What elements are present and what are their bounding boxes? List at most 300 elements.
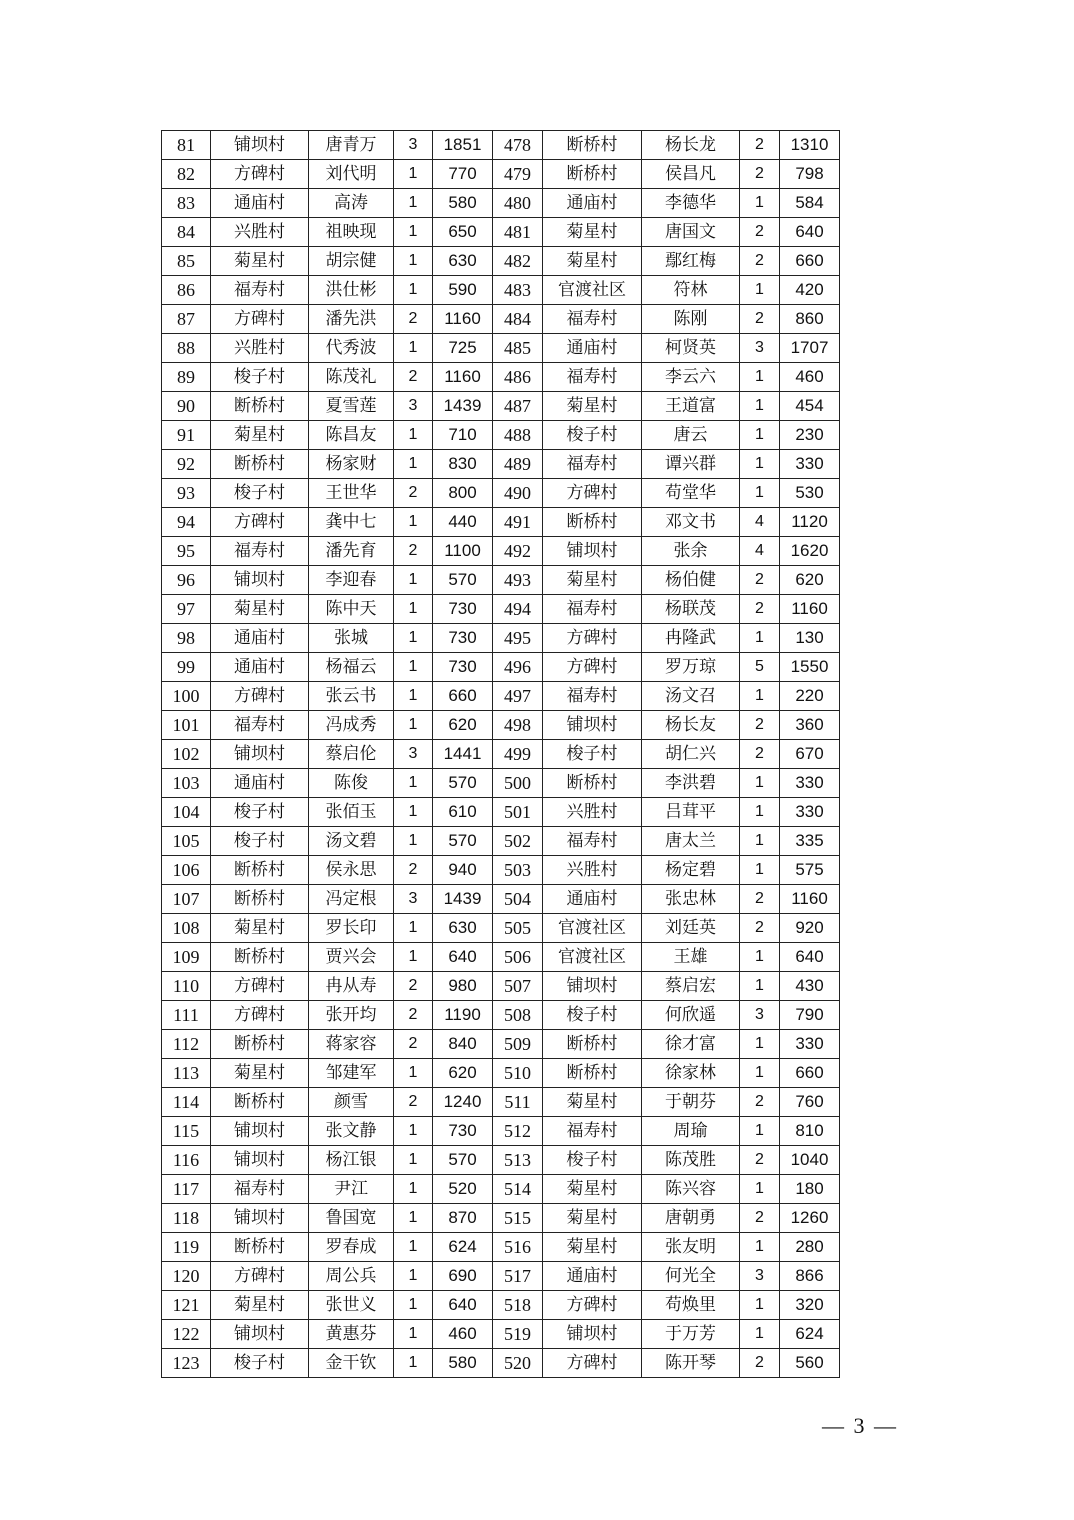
- serial-number-cell: 515: [493, 1204, 543, 1233]
- serial-number-cell: 114: [162, 1088, 211, 1117]
- household-count-cell: 1: [394, 1175, 433, 1204]
- amount-cell: 630: [433, 914, 493, 943]
- person-name-cell: 吕茸平: [642, 798, 740, 827]
- household-count-cell: 1: [740, 276, 780, 305]
- village-cell: 铺坝村: [211, 566, 309, 595]
- household-count-cell: 2: [394, 972, 433, 1001]
- household-count-cell: 2: [394, 305, 433, 334]
- person-name-cell: 罗万琼: [642, 653, 740, 682]
- serial-number-cell: 91: [162, 421, 211, 450]
- household-count-cell: 1: [394, 624, 433, 653]
- serial-number-cell: 511: [493, 1088, 543, 1117]
- village-cell: 菊星村: [543, 566, 642, 595]
- serial-number-cell: 479: [493, 160, 543, 189]
- person-name-cell: 蒋家容: [309, 1030, 394, 1059]
- table-row: [162, 972, 840, 1001]
- amount-cell: 920: [780, 914, 840, 943]
- roster-body: [162, 131, 840, 1378]
- household-count-cell: 1: [394, 566, 433, 595]
- amount-cell: 1100: [433, 537, 493, 566]
- serial-number-cell: 486: [493, 363, 543, 392]
- village-cell: 铺坝村: [211, 1117, 309, 1146]
- household-count-cell: 2: [394, 1030, 433, 1059]
- village-cell: 方碑村: [543, 624, 642, 653]
- amount-cell: 1160: [433, 305, 493, 334]
- household-count-cell: 1: [740, 798, 780, 827]
- village-cell: 通庙村: [211, 769, 309, 798]
- person-name-cell: 唐云: [642, 421, 740, 450]
- table-row: [162, 218, 840, 247]
- person-name-cell: 张文静: [309, 1117, 394, 1146]
- serial-number-cell: 478: [493, 131, 543, 160]
- serial-number-cell: 485: [493, 334, 543, 363]
- table-row: [162, 363, 840, 392]
- person-name-cell: 李云六: [642, 363, 740, 392]
- serial-number-cell: 487: [493, 392, 543, 421]
- household-count-cell: 4: [740, 508, 780, 537]
- amount-cell: 430: [780, 972, 840, 1001]
- household-count-cell: 4: [740, 537, 780, 566]
- village-cell: 方碑村: [211, 682, 309, 711]
- household-count-cell: 1: [740, 972, 780, 1001]
- household-count-cell: 2: [740, 711, 780, 740]
- serial-number-cell: 105: [162, 827, 211, 856]
- village-cell: 梭子村: [543, 1001, 642, 1030]
- household-count-cell: 2: [740, 740, 780, 769]
- serial-number-cell: 512: [493, 1117, 543, 1146]
- village-cell: 断桥村: [543, 769, 642, 798]
- amount-cell: 1120: [780, 508, 840, 537]
- village-cell: 菊星村: [211, 914, 309, 943]
- household-count-cell: 2: [394, 537, 433, 566]
- village-cell: 福寿村: [543, 682, 642, 711]
- household-count-cell: 3: [740, 334, 780, 363]
- person-name-cell: 张友明: [642, 1233, 740, 1262]
- amount-cell: 1550: [780, 653, 840, 682]
- amount-cell: 870: [433, 1204, 493, 1233]
- table-row: [162, 1349, 840, 1378]
- person-name-cell: 周瑜: [642, 1117, 740, 1146]
- table-row: [162, 711, 840, 740]
- amount-cell: 1707: [780, 334, 840, 363]
- table-row: [162, 392, 840, 421]
- amount-cell: 1160: [433, 363, 493, 392]
- amount-cell: 1439: [433, 885, 493, 914]
- table-row: [162, 160, 840, 189]
- person-name-cell: 杨江银: [309, 1146, 394, 1175]
- amount-cell: 575: [780, 856, 840, 885]
- household-count-cell: 1: [740, 856, 780, 885]
- amount-cell: 520: [433, 1175, 493, 1204]
- village-cell: 通庙村: [543, 189, 642, 218]
- village-cell: 菊星村: [211, 1291, 309, 1320]
- household-count-cell: 1: [394, 189, 433, 218]
- person-name-cell: 罗春成: [309, 1233, 394, 1262]
- village-cell: 菊星村: [211, 247, 309, 276]
- village-cell: 铺坝村: [543, 537, 642, 566]
- table-row: [162, 885, 840, 914]
- household-count-cell: 2: [394, 363, 433, 392]
- amount-cell: 725: [433, 334, 493, 363]
- person-name-cell: 张忠林: [642, 885, 740, 914]
- person-name-cell: 冯定根: [309, 885, 394, 914]
- household-count-cell: 1: [394, 1291, 433, 1320]
- amount-cell: 1160: [780, 595, 840, 624]
- village-cell: 菊星村: [543, 1233, 642, 1262]
- amount-cell: 1160: [780, 885, 840, 914]
- household-count-cell: 2: [740, 247, 780, 276]
- village-cell: 断桥村: [211, 1233, 309, 1262]
- village-cell: 福寿村: [543, 450, 642, 479]
- household-count-cell: 1: [394, 1059, 433, 1088]
- village-cell: 铺坝村: [543, 711, 642, 740]
- household-count-cell: 1: [394, 247, 433, 276]
- household-count-cell: 3: [394, 885, 433, 914]
- serial-number-cell: 98: [162, 624, 211, 653]
- person-name-cell: 颜雪: [309, 1088, 394, 1117]
- household-count-cell: 2: [740, 305, 780, 334]
- person-name-cell: 何光全: [642, 1262, 740, 1291]
- amount-cell: 570: [433, 769, 493, 798]
- amount-cell: 1040: [780, 1146, 840, 1175]
- person-name-cell: 陈中天: [309, 595, 394, 624]
- village-cell: 断桥村: [543, 1059, 642, 1088]
- serial-number-cell: 496: [493, 653, 543, 682]
- person-name-cell: 黄惠芬: [309, 1320, 394, 1349]
- amount-cell: 620: [780, 566, 840, 595]
- roster-table: [161, 130, 840, 1378]
- village-cell: 菊星村: [543, 218, 642, 247]
- amount-cell: 460: [433, 1320, 493, 1349]
- household-count-cell: 2: [740, 160, 780, 189]
- table-row: [162, 1001, 840, 1030]
- person-name-cell: 汤文碧: [309, 827, 394, 856]
- person-name-cell: 高涛: [309, 189, 394, 218]
- village-cell: 方碑村: [211, 972, 309, 1001]
- serial-number-cell: 112: [162, 1030, 211, 1059]
- serial-number-cell: 517: [493, 1262, 543, 1291]
- table-row: [162, 276, 840, 305]
- person-name-cell: 侯昌凡: [642, 160, 740, 189]
- amount-cell: 420: [780, 276, 840, 305]
- household-count-cell: 1: [740, 682, 780, 711]
- household-count-cell: 1: [394, 827, 433, 856]
- amount-cell: 730: [433, 653, 493, 682]
- person-name-cell: 汤文召: [642, 682, 740, 711]
- table-row: [162, 624, 840, 653]
- household-count-cell: 3: [394, 740, 433, 769]
- amount-cell: 220: [780, 682, 840, 711]
- village-cell: 菊星村: [543, 1204, 642, 1233]
- village-cell: 通庙村: [543, 334, 642, 363]
- amount-cell: 730: [433, 624, 493, 653]
- amount-cell: 730: [433, 595, 493, 624]
- table-row: [162, 421, 840, 450]
- table-row: [162, 334, 840, 363]
- person-name-cell: 张云书: [309, 682, 394, 711]
- amount-cell: 130: [780, 624, 840, 653]
- serial-number-cell: 481: [493, 218, 543, 247]
- person-name-cell: 胡宗健: [309, 247, 394, 276]
- serial-number-cell: 498: [493, 711, 543, 740]
- household-count-cell: 2: [740, 595, 780, 624]
- person-name-cell: 陈兴容: [642, 1175, 740, 1204]
- amount-cell: 580: [433, 1349, 493, 1378]
- table-row: [162, 479, 840, 508]
- person-name-cell: 代秀波: [309, 334, 394, 363]
- amount-cell: 330: [780, 450, 840, 479]
- serial-number-cell: 92: [162, 450, 211, 479]
- serial-number-cell: 513: [493, 1146, 543, 1175]
- household-count-cell: 1: [740, 421, 780, 450]
- household-count-cell: 3: [394, 131, 433, 160]
- person-name-cell: 陈茂礼: [309, 363, 394, 392]
- village-cell: 断桥村: [211, 392, 309, 421]
- person-name-cell: 杨定碧: [642, 856, 740, 885]
- household-count-cell: 2: [740, 1204, 780, 1233]
- person-name-cell: 张世义: [309, 1291, 394, 1320]
- amount-cell: 1441: [433, 740, 493, 769]
- amount-cell: 980: [433, 972, 493, 1001]
- amount-cell: 624: [433, 1233, 493, 1262]
- household-count-cell: 1: [394, 1349, 433, 1378]
- village-cell: 断桥村: [211, 885, 309, 914]
- serial-number-cell: 484: [493, 305, 543, 334]
- amount-cell: 584: [780, 189, 840, 218]
- table-row: [162, 566, 840, 595]
- village-cell: 官渡社区: [543, 943, 642, 972]
- table-row: [162, 450, 840, 479]
- village-cell: 通庙村: [211, 189, 309, 218]
- person-name-cell: 贾兴会: [309, 943, 394, 972]
- person-name-cell: 鲁国宽: [309, 1204, 394, 1233]
- table-row: [162, 943, 840, 972]
- person-name-cell: 于朝芬: [642, 1088, 740, 1117]
- village-cell: 福寿村: [543, 305, 642, 334]
- amount-cell: 810: [780, 1117, 840, 1146]
- table-row: [162, 740, 840, 769]
- serial-number-cell: 483: [493, 276, 543, 305]
- household-count-cell: 1: [740, 1117, 780, 1146]
- serial-number-cell: 111: [162, 1001, 211, 1030]
- amount-cell: 840: [433, 1030, 493, 1059]
- serial-number-cell: 115: [162, 1117, 211, 1146]
- table-row: [162, 1175, 840, 1204]
- household-count-cell: 1: [394, 682, 433, 711]
- serial-number-cell: 489: [493, 450, 543, 479]
- household-count-cell: 2: [740, 131, 780, 160]
- person-name-cell: 杨长龙: [642, 131, 740, 160]
- table-row: [162, 769, 840, 798]
- amount-cell: 940: [433, 856, 493, 885]
- village-cell: 福寿村: [211, 1175, 309, 1204]
- serial-number-cell: 113: [162, 1059, 211, 1088]
- village-cell: 方碑村: [211, 160, 309, 189]
- person-name-cell: 王世华: [309, 479, 394, 508]
- household-count-cell: 1: [740, 1030, 780, 1059]
- person-name-cell: 陈刚: [642, 305, 740, 334]
- amount-cell: 624: [780, 1320, 840, 1349]
- serial-number-cell: 116: [162, 1146, 211, 1175]
- household-count-cell: 1: [394, 508, 433, 537]
- village-cell: 断桥村: [543, 508, 642, 537]
- table-row: [162, 189, 840, 218]
- person-name-cell: 刘代明: [309, 160, 394, 189]
- household-count-cell: 2: [740, 1349, 780, 1378]
- amount-cell: 1310: [780, 131, 840, 160]
- household-count-cell: 1: [394, 1320, 433, 1349]
- person-name-cell: 洪仕彬: [309, 276, 394, 305]
- person-name-cell: 侯永思: [309, 856, 394, 885]
- serial-number-cell: 482: [493, 247, 543, 276]
- amount-cell: 640: [780, 218, 840, 247]
- serial-number-cell: 501: [493, 798, 543, 827]
- village-cell: 梭子村: [211, 1349, 309, 1378]
- table-row: [162, 827, 840, 856]
- village-cell: 方碑村: [211, 305, 309, 334]
- person-name-cell: 蔡启伦: [309, 740, 394, 769]
- household-count-cell: 1: [394, 276, 433, 305]
- village-cell: 方碑村: [211, 508, 309, 537]
- person-name-cell: 陈开琴: [642, 1349, 740, 1378]
- amount-cell: 590: [433, 276, 493, 305]
- amount-cell: 650: [433, 218, 493, 247]
- person-name-cell: 王雄: [642, 943, 740, 972]
- village-cell: 福寿村: [543, 595, 642, 624]
- amount-cell: 620: [433, 711, 493, 740]
- household-count-cell: 1: [740, 943, 780, 972]
- village-cell: 梭子村: [211, 827, 309, 856]
- person-name-cell: 符林: [642, 276, 740, 305]
- amount-cell: 330: [780, 769, 840, 798]
- amount-cell: 1190: [433, 1001, 493, 1030]
- household-count-cell: 1: [740, 450, 780, 479]
- person-name-cell: 苟堂华: [642, 479, 740, 508]
- amount-cell: 570: [433, 566, 493, 595]
- serial-number-cell: 117: [162, 1175, 211, 1204]
- serial-number-cell: 506: [493, 943, 543, 972]
- village-cell: 方碑村: [543, 479, 642, 508]
- amount-cell: 640: [780, 943, 840, 972]
- serial-number-cell: 503: [493, 856, 543, 885]
- person-name-cell: 杨联茂: [642, 595, 740, 624]
- person-name-cell: 徐家林: [642, 1059, 740, 1088]
- village-cell: 菊星村: [543, 392, 642, 421]
- page-number: — 3 —: [822, 1413, 898, 1438]
- person-name-cell: 唐太兰: [642, 827, 740, 856]
- serial-number-cell: 82: [162, 160, 211, 189]
- village-cell: 断桥村: [211, 1030, 309, 1059]
- table-row: [162, 798, 840, 827]
- amount-cell: 330: [780, 798, 840, 827]
- serial-number-cell: 88: [162, 334, 211, 363]
- amount-cell: 610: [433, 798, 493, 827]
- household-count-cell: 1: [394, 914, 433, 943]
- person-name-cell: 于万芳: [642, 1320, 740, 1349]
- person-name-cell: 刘廷英: [642, 914, 740, 943]
- person-name-cell: 邹建军: [309, 1059, 394, 1088]
- serial-number-cell: 118: [162, 1204, 211, 1233]
- person-name-cell: 张余: [642, 537, 740, 566]
- serial-number-cell: 510: [493, 1059, 543, 1088]
- village-cell: 菊星村: [211, 595, 309, 624]
- serial-number-cell: 86: [162, 276, 211, 305]
- household-count-cell: 2: [740, 566, 780, 595]
- serial-number-cell: 518: [493, 1291, 543, 1320]
- amount-cell: 180: [780, 1175, 840, 1204]
- amount-cell: 690: [433, 1262, 493, 1291]
- amount-cell: 454: [780, 392, 840, 421]
- serial-number-cell: 502: [493, 827, 543, 856]
- village-cell: 铺坝村: [211, 131, 309, 160]
- village-cell: 断桥村: [543, 131, 642, 160]
- serial-number-cell: 110: [162, 972, 211, 1001]
- serial-number-cell: 519: [493, 1320, 543, 1349]
- village-cell: 断桥村: [543, 1030, 642, 1059]
- person-name-cell: 潘先育: [309, 537, 394, 566]
- village-cell: 方碑村: [543, 1291, 642, 1320]
- serial-number-cell: 508: [493, 1001, 543, 1030]
- amount-cell: 760: [780, 1088, 840, 1117]
- household-count-cell: 5: [740, 653, 780, 682]
- amount-cell: 770: [433, 160, 493, 189]
- village-cell: 兴胜村: [543, 798, 642, 827]
- person-name-cell: 罗长印: [309, 914, 394, 943]
- village-cell: 方碑村: [211, 1262, 309, 1291]
- table-row: [162, 914, 840, 943]
- person-name-cell: 陈俊: [309, 769, 394, 798]
- village-cell: 官渡社区: [543, 914, 642, 943]
- serial-number-cell: 81: [162, 131, 211, 160]
- person-name-cell: 祖映现: [309, 218, 394, 247]
- household-count-cell: 1: [394, 595, 433, 624]
- village-cell: 菊星村: [543, 1088, 642, 1117]
- person-name-cell: 谭兴群: [642, 450, 740, 479]
- amount-cell: 660: [780, 247, 840, 276]
- table-row: [162, 1204, 840, 1233]
- table-row: [162, 856, 840, 885]
- person-name-cell: 冯成秀: [309, 711, 394, 740]
- table-row: [162, 682, 840, 711]
- village-cell: 梭子村: [543, 1146, 642, 1175]
- household-count-cell: 1: [394, 1262, 433, 1291]
- amount-cell: 660: [433, 682, 493, 711]
- village-cell: 福寿村: [211, 711, 309, 740]
- person-name-cell: 李迎春: [309, 566, 394, 595]
- serial-number-cell: 87: [162, 305, 211, 334]
- village-cell: 梭子村: [543, 421, 642, 450]
- household-count-cell: 3: [740, 1001, 780, 1030]
- serial-number-cell: 488: [493, 421, 543, 450]
- serial-number-cell: 499: [493, 740, 543, 769]
- household-count-cell: 2: [740, 218, 780, 247]
- amount-cell: 800: [433, 479, 493, 508]
- village-cell: 福寿村: [211, 537, 309, 566]
- person-name-cell: 张开均: [309, 1001, 394, 1030]
- household-count-cell: 1: [394, 421, 433, 450]
- household-count-cell: 1: [394, 1117, 433, 1146]
- village-cell: 福寿村: [211, 276, 309, 305]
- village-cell: 断桥村: [211, 856, 309, 885]
- household-count-cell: 1: [740, 1233, 780, 1262]
- village-cell: 铺坝村: [543, 1320, 642, 1349]
- table-row: [162, 1146, 840, 1175]
- amount-cell: 640: [433, 943, 493, 972]
- serial-number-cell: 500: [493, 769, 543, 798]
- serial-number-cell: 83: [162, 189, 211, 218]
- table-row: [162, 1233, 840, 1262]
- person-name-cell: 唐国文: [642, 218, 740, 247]
